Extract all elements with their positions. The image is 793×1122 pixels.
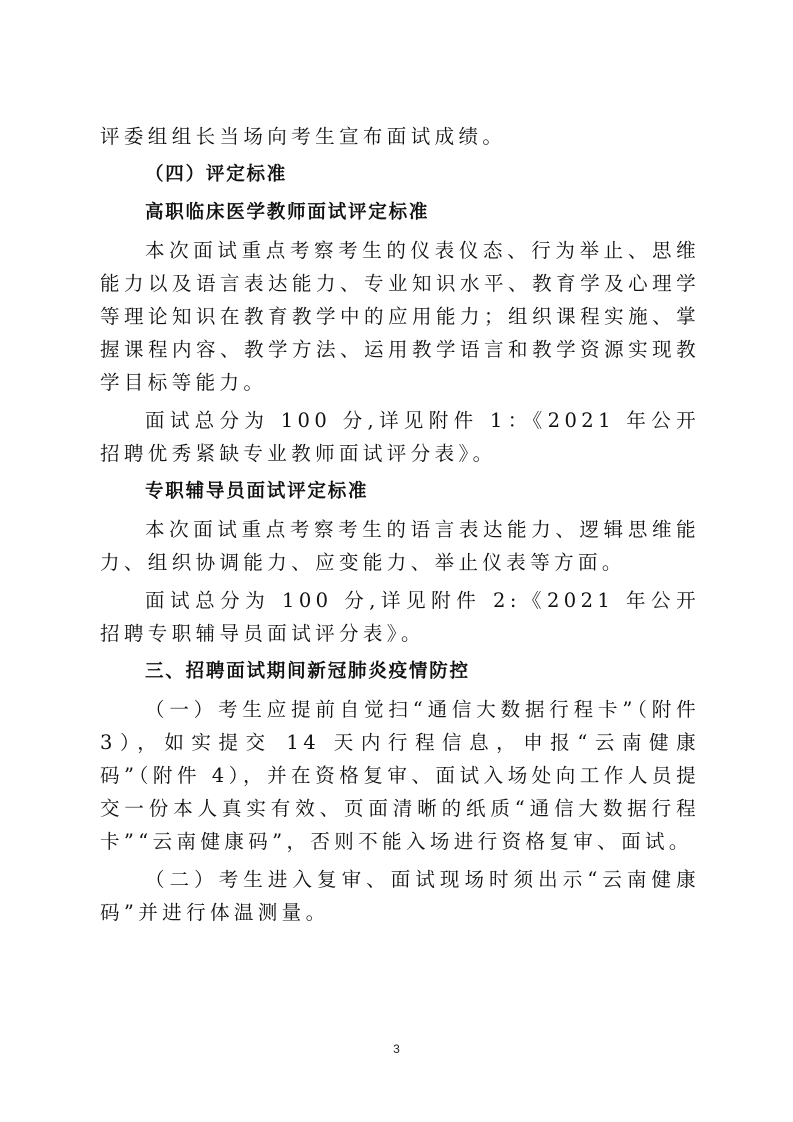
- paragraph-counselor-criteria: 本次面试重点考察考生的语言表达能力、逻辑思维能力、组织协调能力、应变能力、举止仪表等方面。: [100, 518, 700, 574]
- paragraph-counselor-score: 面试总分为 100 分,详见附件 2:《2021 年公开招聘专职辅导员面试评分表》。: [100, 589, 700, 645]
- heading-evaluation-standards: （四）评定标准: [145, 164, 288, 185]
- heading-counselor-standard: 专职辅导员面试评定标准: [145, 481, 369, 502]
- page-number: 3: [393, 1042, 400, 1056]
- paragraph-covid-item-2: （二）考生进入复审、面试现场时须出示“云南健康码”并进行体温测量。: [100, 868, 700, 924]
- heading-clinical-teacher-standard: 高职临床医学教师面试评定标准: [145, 202, 430, 223]
- paragraph-clinical-teacher-score: 面试总分为 100 分,详见附件 1：《2021 年公开招聘优秀紧缺专业教师面试评分表》。: [100, 409, 700, 465]
- paragraph-score-announcement: 评委组组长当场向考生宣布面试成绩。: [100, 125, 507, 148]
- paragraph-covid-item-1: （一）考生应提前自觉扫“通信大数据行程卡”（附件 3），如实提交 14 天内行程信息，申报“云南健康码”（附件 4），并在资格复审、面试入场处向工作人员提交一份本人真实有效、页面清晰的纸质“通信大数据行程卡”“云南健康码”，否则不能入场进行资格复审、面试。: [100, 698, 700, 853]
- paragraph-clinical-teacher-criteria: 本次面试重点考察考生的仪表仪态、行为举止、思维能力以及语言表达能力、专业知识水平、教育学及心理学等理论知识在教育教学中的应用能力；组织课程实施、掌握课程内容、教学方法、运用教学语言和教学资源实现教学目标等能力。: [100, 239, 700, 394]
- page-body: [100, 120, 700, 934]
- heading-covid-prevention: 三、招聘面试期间新冠肺炎疫情防控: [145, 661, 470, 682]
